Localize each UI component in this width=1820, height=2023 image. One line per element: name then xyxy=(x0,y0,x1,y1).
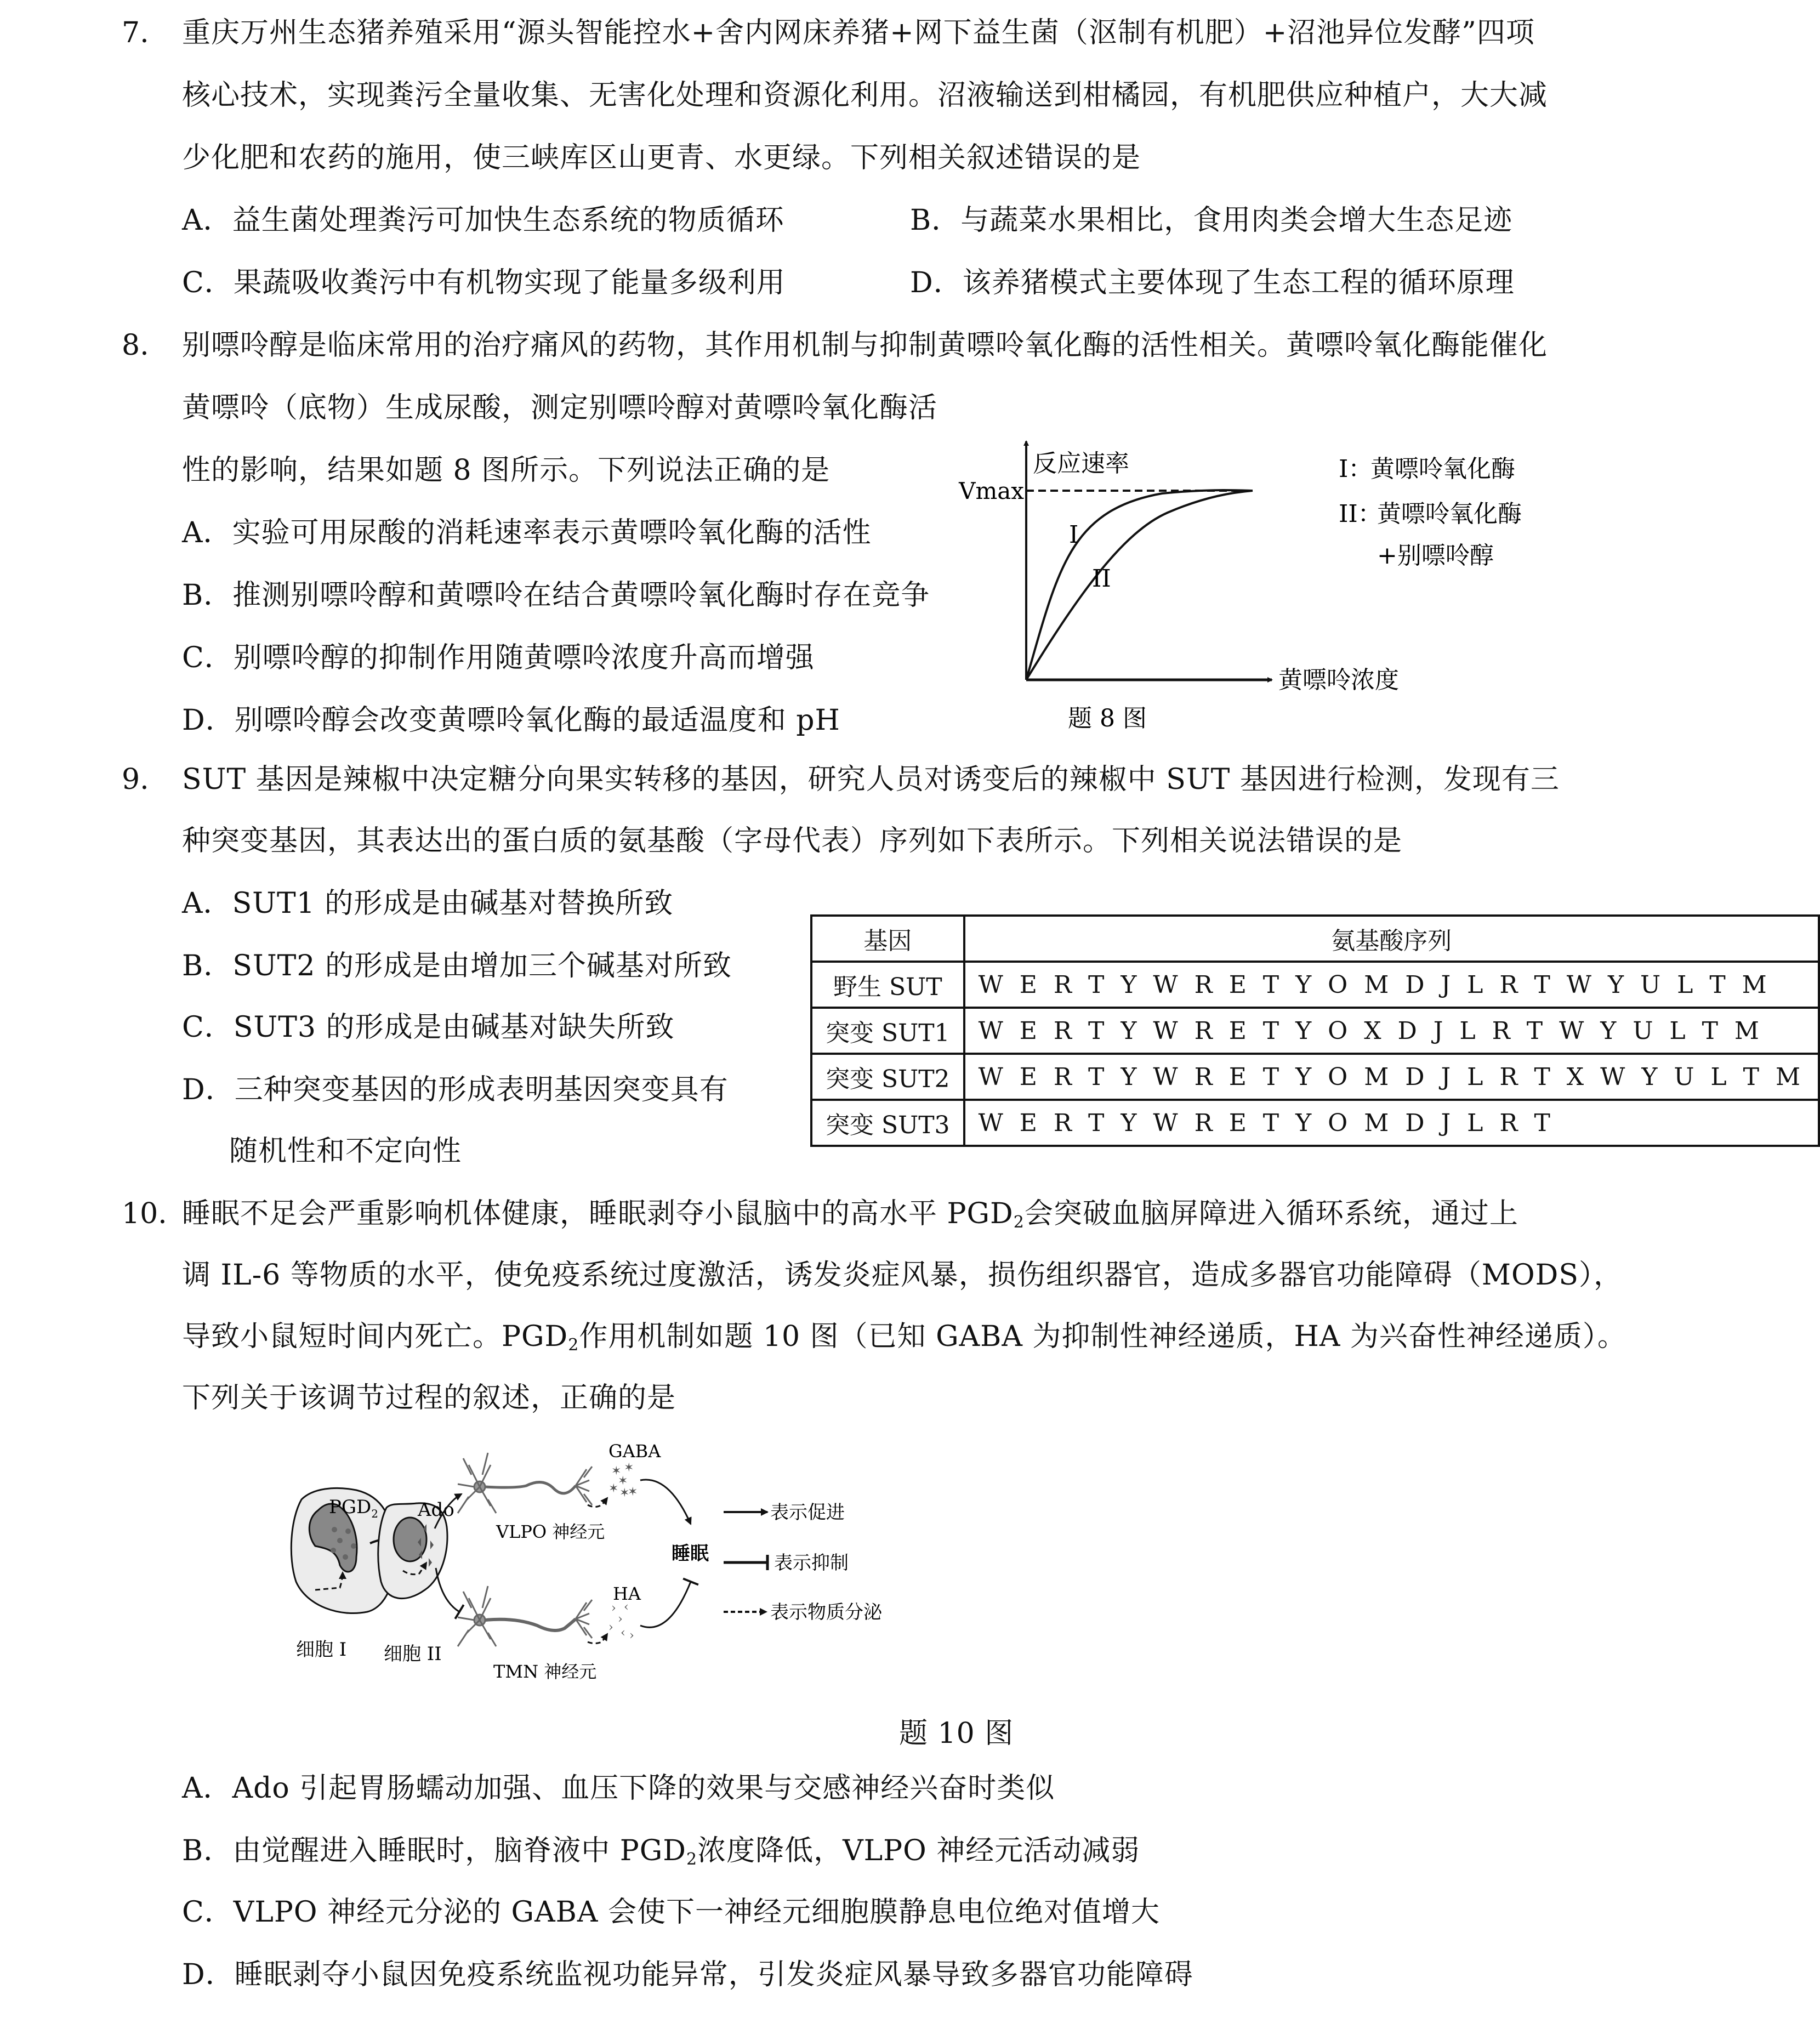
svg-text:›: › xyxy=(618,1612,623,1626)
legend-secrete-text: 表示物质分泌 xyxy=(770,1601,882,1623)
question-text-line: SUT 基因是辣椒中决定糖分向果实转移的基因，研究人员对诱变后的辣椒中 SUT 基因进行检测，发现有三 xyxy=(182,763,1560,796)
subscript: 2 xyxy=(1013,1213,1025,1232)
option-label: A． xyxy=(182,887,232,920)
vmax-label: Vmax xyxy=(959,478,1024,504)
gene-cell: 野生 SUT xyxy=(811,962,964,1008)
gene-cell: 突变 SUT1 xyxy=(811,1008,964,1054)
x-axis-label: 黄嘌呤浓度 xyxy=(1278,666,1399,694)
option-label: B． xyxy=(182,579,233,612)
legend-i-key: I： xyxy=(1339,455,1373,483)
option-c[interactable] xyxy=(182,265,786,300)
gaba-label: GABA xyxy=(608,1441,661,1462)
cell-ii-label: 细胞 II xyxy=(384,1643,442,1665)
sequence-cell: W E R T Y W R E T Y O M D J L R T W Y U L T M xyxy=(964,962,1819,1008)
curve-i xyxy=(1026,490,1253,680)
sleep-label: 睡眠 xyxy=(672,1543,709,1565)
pgd2-label: $PGD_2$ xyxy=(329,1496,379,1520)
option-text: 别嘌呤醇会改变黄嘌呤氧化酶的最适温度和 pH xyxy=(234,704,840,737)
curve-i-label: I xyxy=(1069,521,1079,549)
text-segment: 作用机制如题 10 图（已知 GABA 为抑制性神经递质，HA 为兴奋性神经递质）。 xyxy=(579,1320,1626,1353)
question-text-line: 重庆万州生态猪养殖采用“源头智能控水+舍内网床养猪+网下益生菌（沤制有机肥）+沼池异位发酵”四项 xyxy=(182,16,1535,49)
legend xyxy=(724,1502,883,1623)
option-d[interactable] xyxy=(182,703,840,738)
svg-text:‹: ‹ xyxy=(624,1600,629,1614)
legend-ii-key: II： xyxy=(1339,500,1382,528)
option-label: B． xyxy=(182,950,233,982)
question-text-line: 种突变基因，其表达出的蛋白质的氨基酸（字母代表）序列如下表所示。下列相关说法错误的是 xyxy=(182,825,1403,857)
figure-10-caption: 题 10 图 xyxy=(899,1717,1014,1750)
option-c[interactable] xyxy=(182,1010,675,1045)
option-label: A． xyxy=(182,516,232,549)
option-label: D． xyxy=(182,1073,235,1106)
figure-caption: 题 8 图 xyxy=(1068,704,1147,732)
sequence-cell: W E R T Y W R E T Y O M D J L R T X W Y U L T M xyxy=(964,1054,1819,1100)
cell-i-label: 细胞 I xyxy=(296,1639,347,1661)
option-text: 睡眠剥夺小鼠因免疫系统监视功能异常，引发炎症风暴导致多器官功能障碍 xyxy=(234,1958,1193,1991)
svg-text:✶: ✶ xyxy=(608,1482,619,1496)
option-b[interactable] xyxy=(910,203,1512,238)
inhibit-ha-to-sleep xyxy=(640,1582,691,1627)
option-label: C． xyxy=(182,1896,234,1929)
option-label: C． xyxy=(182,1011,234,1044)
option-text: 益生菌处理粪污可加快生态系统的物质循环 xyxy=(232,204,784,237)
svg-text:›: › xyxy=(629,1629,634,1643)
option-label: B． xyxy=(910,204,961,237)
table-row xyxy=(811,1008,1819,1054)
question-text-line: 黄嘌呤（底物）生成尿酸，测定别嘌呤醇对黄嘌呤氧化酶活 xyxy=(182,391,938,424)
option-b[interactable] xyxy=(182,578,930,613)
svg-text:›: › xyxy=(611,1601,616,1615)
svg-text:›: › xyxy=(608,1621,613,1634)
text-segment: 会突破血脑屏障进入循环系统，通过上 xyxy=(1024,1197,1518,1230)
ha-label: HA xyxy=(613,1583,641,1604)
option-text: 由觉醒进入睡眠时，脑脊液中 PGD xyxy=(232,1834,686,1867)
option-label: C． xyxy=(182,641,234,674)
option-a[interactable] xyxy=(182,886,673,921)
subscript: 2 xyxy=(568,1336,579,1355)
figure-10-diagram xyxy=(285,1425,1601,1732)
option-text: 推测别嘌呤醇和黄嘌呤在结合黄嘌呤氧化酶时存在竞争 xyxy=(232,579,930,612)
figure-8-chart xyxy=(959,428,1645,735)
curve-ii-label: II xyxy=(1092,565,1111,593)
curve-ii xyxy=(1026,491,1253,680)
option-label: A． xyxy=(182,204,232,237)
text-segment: 导致小鼠短时间内死亡。PGD xyxy=(182,1320,568,1353)
question-text-line: 调 IL-6 等物质的水平，使免疫系统过度激活，诱发炎症风暴，损伤组织器官，造成多器官功能障碍（MODS）， xyxy=(182,1259,1623,1292)
gene-cell: 突变 SUT2 xyxy=(811,1054,964,1100)
option-d[interactable] xyxy=(910,265,1515,300)
gaba-molecules xyxy=(608,1461,638,1500)
legend-ii-text-cont: +别嘌呤醇 xyxy=(1377,542,1494,570)
table-row xyxy=(811,1054,1819,1100)
subscript: 2 xyxy=(686,1850,698,1869)
svg-text:✶: ✶ xyxy=(611,1464,622,1478)
legend-promote-text: 表示促进 xyxy=(770,1502,845,1524)
svg-text:‹: ‹ xyxy=(621,1626,625,1640)
legend-i-text: 黄嘌呤氧化酶 xyxy=(1370,455,1515,483)
svg-text:✶: ✶ xyxy=(628,1485,638,1499)
option-text: 别嘌呤醇的抑制作用随黄嘌呤浓度升高而增强 xyxy=(233,641,815,674)
question-text-line xyxy=(182,1196,1518,1231)
option-label: D． xyxy=(910,266,963,299)
question-number: 10. xyxy=(122,1197,167,1230)
option-a[interactable] xyxy=(182,203,784,238)
option-text: 实验可用尿酸的消耗速率表示黄嘌呤氧化酶的活性 xyxy=(232,516,872,549)
question-text-line: 少化肥和农药的施用，使三峡库区山更青、水更绿。下列相关叙述错误的是 xyxy=(182,141,1141,174)
option-text: VLPO 神经元分泌的 GABA 会使下一神经元细胞膜静息电位绝对值增大 xyxy=(233,1896,1160,1929)
vlpo-neuron xyxy=(458,1453,592,1513)
question-text-line: 下列关于该调节过程的叙述，正确的是 xyxy=(182,1382,676,1414)
tmn-label: TMN 神经元 xyxy=(493,1661,597,1682)
sequence-cell: W E R T Y W R E T Y O M D J L R T xyxy=(964,1100,1819,1146)
option-b[interactable] xyxy=(182,1833,1140,1868)
amino-acid-table xyxy=(810,914,1820,1147)
option-text: SUT3 的形成是由碱基对缺失所致 xyxy=(233,1011,675,1044)
option-label: C． xyxy=(182,266,234,299)
ha-molecules xyxy=(608,1600,634,1643)
ado-label: Ado xyxy=(418,1499,454,1521)
question-text-line: 性的影响，结果如题 8 图所示。下列说法正确的是 xyxy=(182,454,831,487)
header-sequence: 氨基酸序列 xyxy=(964,916,1819,962)
option-d[interactable] xyxy=(182,1072,729,1107)
option-label: D． xyxy=(182,704,235,737)
option-text: Ado 引起胃肠蠕动加强、血压下降的效果与交感神经兴奋时类似 xyxy=(232,1772,1055,1805)
option-label: D． xyxy=(182,1958,235,1991)
option-a[interactable] xyxy=(182,1771,1055,1806)
option-text: SUT1 的形成是由碱基对替换所致 xyxy=(232,887,674,920)
arrow-gaba-to-sleep xyxy=(640,1480,691,1524)
question-text-line xyxy=(182,1319,1626,1354)
table-row xyxy=(811,1100,1819,1146)
option-label: B． xyxy=(182,1834,233,1867)
sequence-cell: W E R T Y W R E T Y O X D J L R T W Y U L T M xyxy=(964,1008,1819,1054)
option-d-continued: 随机性和不定向性 xyxy=(229,1135,462,1168)
option-text: 与蔬菜水果相比，食用肉类会增大生态足迹 xyxy=(960,204,1513,237)
option-text: 该养猪模式主要体现了生态工程的循环原理 xyxy=(962,266,1515,299)
question-text-line: 别嘌呤醇是临床常用的治疗痛风的药物，其作用机制与抑制黄嘌呤氧化酶的活性相关。黄嘌呤氧化酶能催化 xyxy=(182,329,1548,362)
text-segment: 睡眠不足会严重影响机体健康，睡眠剥夺小鼠脑中的高水平 PGD xyxy=(182,1197,1014,1230)
option-text: 果蔬吸收粪污中有机物实现了能量多级利用 xyxy=(233,266,786,299)
question-number: 8. xyxy=(122,329,149,362)
svg-text:✶: ✶ xyxy=(619,1486,630,1500)
question-text-line: 核心技术，实现粪污全量收集、无害化处理和资源化利用。沼液输送到柑橘园，有机肥供应种植户，大大减 xyxy=(182,79,1548,112)
question-number: 7. xyxy=(122,16,149,49)
tmn-neuron xyxy=(458,1586,592,1646)
option-b[interactable] xyxy=(182,948,732,984)
legend-inhibit-text: 表示抑制 xyxy=(774,1552,849,1574)
option-text: 浓度降低，VLPO 神经元活动减弱 xyxy=(697,1834,1140,1867)
question-number: 9. xyxy=(122,763,149,796)
inhibit-ado-to-tmn xyxy=(436,1568,459,1612)
svg-text:✶: ✶ xyxy=(624,1461,634,1475)
option-text: SUT2 的形成是由增加三个碱基对所致 xyxy=(232,950,732,982)
vlpo-label: VLPO 神经元 xyxy=(496,1521,605,1542)
table-header-row xyxy=(811,916,1819,962)
option-c[interactable] xyxy=(182,1895,1160,1930)
option-a[interactable] xyxy=(182,515,872,550)
legend-ii-text: 黄嘌呤氧化酶 xyxy=(1377,500,1522,528)
option-c[interactable] xyxy=(182,640,815,675)
header-gene: 基因 xyxy=(811,916,964,962)
table-row xyxy=(811,962,1819,1008)
option-text: 三种突变基因的形成表明基因突变具有 xyxy=(234,1073,729,1106)
svg-text:✶: ✶ xyxy=(618,1474,628,1488)
option-label: A． xyxy=(182,1772,232,1805)
gene-cell: 突变 SUT3 xyxy=(811,1100,964,1146)
option-d[interactable] xyxy=(182,1957,1193,1992)
y-axis-label: 反应速率 xyxy=(1033,450,1129,478)
